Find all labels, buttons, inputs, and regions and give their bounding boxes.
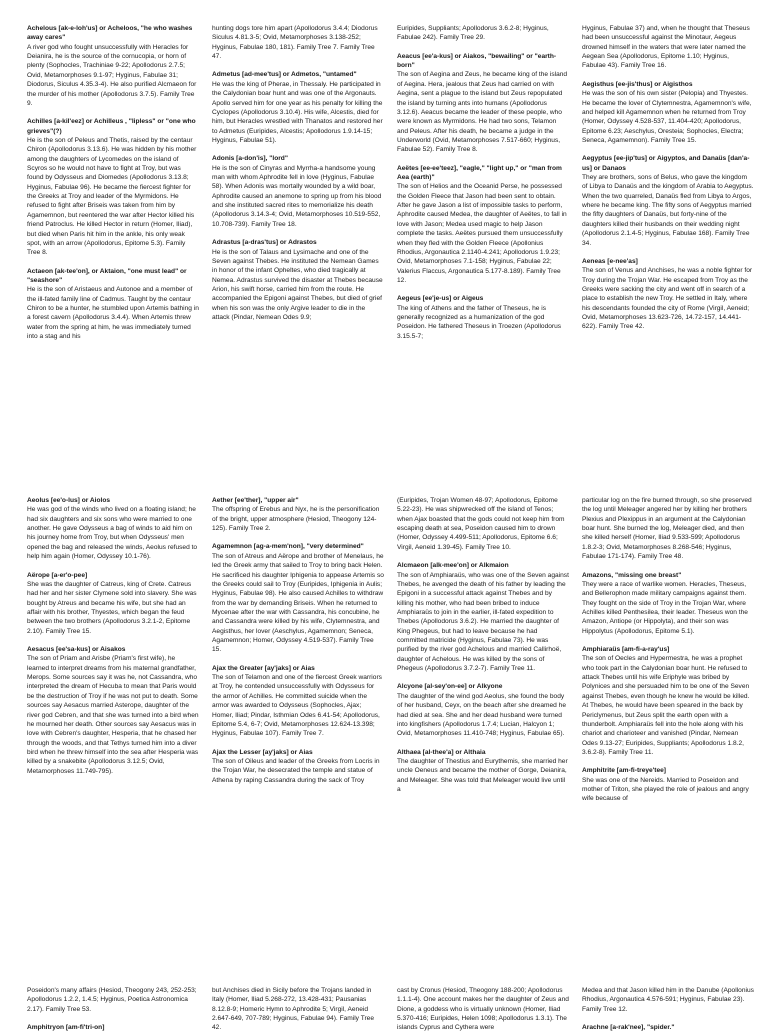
entry-admetus: [212, 70, 384, 145]
entry-heading: Amphitrite [am-fi-treye'tee]: [582, 767, 667, 775]
entry-text: A river god who fought unsuccessfully with Heracles for Deianira, he is the source of the cornucopia, or horn of plenty (Sophocles, Trachiniae 9-22; Apollodorus 2.7.5; Ovid, Metamorphoses 9.1-97; Hyginus, Fabulae 31; Diodorus, Siculus 4.35.3-4). He also purified Alcmaeon for the murder of his mother (Apollodorus 3.7.5). Family Tree 9.: [27, 43, 197, 107]
entry-text: The son of Priam and Arisbe (Priam's first wife), he learned to interpret dreams from his maternal grandfather, Merops. Some sources say it was he, not Cassandra, who interpreted the dream of Hecuba to mean that Paris would be the destruction of Troy if he was not put to death. Some sources say Aesacus married Asterope, daughter of the river god Cebren, and that she was turned into a bird when he mourned her death. Other sources say Aesacus was in love with Cebren's daughter, Hesperia, that he chased her through the woods, and that Tethys turned him into a diver bird when he threw himself into the sea after Hesperia was killed by a snakebite (Apollodorus 3.12.5; Ovid, Metamorphoses 11.749-795).: [27, 655, 199, 775]
entry-text: He was the son of his own sister (Pelopia) and Thyestes. He became the lover of Clytemnestra, Agamemnon's wife, and helped kill Agamemnon when he returned from Troy (Homer, Odyssey 4.528-537, 11.404-420; Apollodorus, Epitome 6.23; Aeschylus, Oresteia; Sophocles, Electra; Seneca, Agamemnon). Family Tree 15.: [582, 90, 752, 144]
entry-text: The daughter of the wind god Aeolus, she found the body of her husband, Ceyx, on the beach after she dreamed he had died at sea. She and her dead husband were turned into kingfishers (Apollodorus 1.7.4; Lucian, Halcyon 1; Ovid, Metamorphoses 11.410-748; Hyginus, Fabulae 65).: [397, 692, 566, 738]
entry-text: He was the king of Pherae, in Thessaly. He participated in the Calydonian boar hunt and was one of the Argonauts. Apollo served him for one year as his penalty for killing the Cyclopes (Apollodorus 3.10.4). His wife, Alcestis, died for him, but Heracles wrestled with Thanatos and restored her to Admetus (Euripides, Alcestis; Apollodorus 1.9.14-15; Hyginus, Fabulae 51).: [212, 80, 383, 144]
entry-text: He is the son of Peleus and Thetis, raised by the centaur Chiron (Apollodorus 3.13.6). He was hidden by his mother among the daughters of Lycomedes on the island of Scyros so he would not have to fight at Troy, but was found by Odysseus and Diomedes (Apollodorus 3.13.8; Hyginus, Fabulae 96). He became the fiercest fighter for the Greeks at Troy and leader of the Myrmidons. He refused to fight after Briseis was taken from him by Agamemnon, but reentered the war after Hector killed his friend Patroclus. He killed Hector in return (Homer, Iliad), but died when Paris hit him in the ankle, his only weak spot, with an arrow (Apollodorus, Epitome 5.3). Family Tree 8.: [27, 136, 197, 257]
continued-text: Hyginus, Fabulae 37) and, when he thought that Theseus had been unsuccessful against the Minotaur, Aegeus drowned himself in the waters that were later named the Aegean Sea (Apollodorus, Epitome 1.10; Hyginus, Fabulae 43). Family Tree 16.: [582, 25, 750, 70]
entry-amphiaraus: [582, 645, 754, 757]
page-section-1: [0, 24, 768, 454]
entry-aeacus: [397, 52, 569, 155]
continued-text: (Euripides, Trojan Women 48-97; Apollodorus, Epitome 5.22-23). He was shipwrecked off the island of Tenos; when Ajax boasted that the gods could not keep him from escaping death at sea, Poseidon caused him to drown (Homer, Odyssey 4.499-511; Apollodorus, Epitome 6.6; Virgil, Aeneid 1.39-45). Family Tree 10.: [397, 497, 565, 551]
entry-text: The offspring of Erebus and Nyx, he is the personification of the bright, upper atmosphere (Hesiod, Theogony 124-125). Family Tree 2.: [212, 506, 380, 533]
entry-text: He is the son of Cinyras and Myrrha-a handsome young man with whom Aphrodite fell in love (Hyginus, Fabulae 58). When Adonis was mortally wounded by a wild boar, Aphrodite caused an anemone to spring up from his blood and she instituted sacred rites to memorialize his death (Apollodorus 3.14.3-4; Ovid, Metamorphoses 10.519-552, 10.708-739). Family Tree 18.: [212, 164, 382, 228]
continued-text: cast by Cronus (Hesiod, Theogony 188-200; Apollodorus 1.1.1-4). One account makes her the daughter of Zeus and Dione, a goddess who is virtually unknown (Homer, Iliad 5.370-416; Euripides, Helen 1098; Apollodorus 1.3.1). The islands Cyprus and Cythera were: [397, 987, 569, 1032]
text-column-3: [397, 986, 569, 1032]
entry-heading: Aesacus [ee'sa-kus] or Aisakos: [27, 646, 126, 654]
entry-heading: Aeëtes [ee-ee'teez], "eagle," "light up," or "man from Aea (earth)": [397, 164, 562, 182]
entry-alcmaeon: [397, 561, 569, 673]
entry-althaea: [397, 748, 569, 795]
entry-heading: Aegeus [ee'je-us] or Aigeus: [397, 295, 484, 303]
entry-text: The king of Athens and the father of Theseus, he is generally recognized as a humanization of the god Poseidon. He fathered Theseus in Troezen (Apollodorus 3.15.5-7;: [397, 304, 562, 340]
entry-actaeon: [27, 267, 199, 342]
continued-text: Poseidon's many affairs (Hesiod, Theogony 243, 252-253; Apollodorus 1.2.2, 1.4.5; Hyginus, Poetica Astronomica 2.17). Family Tree 53.: [27, 987, 197, 1013]
entry-heading: Arachne [a-rak'nee], "spider.": [582, 1024, 675, 1032]
entry-text: The son of Helios and the Oceanid Perse, he possessed the Golden Fleece that Jason had been sent to obtain. After he gave Jason a list of impossible tasks to perform, Aphrodite caused Medea, the daughter of Aeëtes, to fall in love with Jason; Medea used magic to help Jason complete the tasks. Aeëtes pursued them unsuccessfully when they fled with the Golden Fleece (Apollonius Rhodius, Argonautica 2.1140-4.241; Apollodorus 1.9.23; Ovid, Metamorphoses 7.1-158; Hyginus, Fabulae 22; Valerius Flaccus, Argonautica 5.177-8.189). Family Tree 12.: [397, 183, 567, 284]
continued-text: Medea and that Jason killed him in the Danube (Apollonius Rhodius, Argonautica 4.576-591; Hyginus, Fabulae 23). Family Tree 12.: [582, 987, 754, 1013]
entry-heading: Actaeon [ak-tee'on], or Aktaion, "one must lead" or "seashore": [27, 267, 187, 284]
entry-amphitryon: [27, 1023, 199, 1032]
entry-ajax-lesser: [212, 748, 384, 785]
entry-heading: Amphiaraüs [am-fi-a-ray'us]: [582, 646, 670, 654]
entry-text: The son of Atreus and Aërope and brother of Menelaus, he led the Greek army that sailed to Troy to bring back Helen. He sacrificed his daughter Iphigenia to appease Artemis so the Greeks could sail to Troy (Euripides, Iphigenia in Aulis; Hyginus, Fabulae 98). He also caused Achilles to withdraw from the war by demanding Briseis. When he returned to Mycenae after the war with Cassandra, his concubine, he and Cassandra were killed by his wife, Clytemnestra, and Aegisthus, her lover (Aeschylus, Agamemnon; Seneca, Agamemnon; Homer, Odyssey 4.519-537). Family Tree 15.: [212, 552, 384, 654]
entry-aeneas: [582, 257, 754, 332]
entry-aegeus: [397, 294, 569, 341]
entry-text: She was the daughter of Catreus, king of Crete. Catreus had her and her sister Clymene sold into slavery. She was bought by Atreus and became his wife, but she had an affair with his brother, Thyestes, which began the feud between the two brothers (Apollodorus 3.2.1-2, Epitome 2.10). Family Tree 15.: [27, 580, 197, 635]
entry-heading: Alcmaeon [alk-mee'on] or Alkmaion: [397, 562, 509, 570]
text-column-2: [212, 496, 384, 956]
entry-text: They were a race of warlike women. Heracles, Theseus, and Bellerophon made military campaigns against them. They fought on the side of Troy in the Trojan War, where Achilles killed Penthesilea, their leader. Theseus won the Amazon, Antiope (or Hippolyta), and their son was Hippolytus (Apollodorus, Epitome 5.1).: [582, 580, 748, 635]
entry-heading: Aeneas [e-nee'as]: [582, 257, 638, 265]
text-column-2: [212, 986, 384, 1032]
entry-text: She was one of the Nereids. Married to Poseidon and mother of Triton, she played the role of jealous and angry wife because of: [582, 776, 749, 803]
entry-aegisthus: [582, 80, 754, 146]
continued-text: Euripides, Suppliants; Apollodorus 3.6.2-8; Hyginus, Fabulae 242). Family Tree 29.: [397, 25, 549, 42]
entry-text: He is the son of Aristaeus and Autonoe and a member of the ill-fated family line of Cadmus. Taught by the centaur Chiron to be a hunter, he stumbled upon Artemis bathing in a forest cavern (Apollodorus 3.4.4). When Artemis threw water from the spring at him, he was immediately turned into a stag and his: [27, 286, 199, 341]
entry-heading: Aegyptus [ee-jip'tus] or Aigyptos, and Danaüs [dan'a-us] or Danaos: [582, 155, 750, 172]
entry-heading: Ajax the Greater [ay'jaks] or Aias: [212, 664, 315, 672]
text-column-1: [27, 24, 199, 454]
entry-aether: [212, 496, 384, 533]
text-column-4: [582, 496, 754, 956]
entry-achilles: [27, 117, 199, 257]
continued-text: particular log on the fire burned through, so she preserved the log until Meleager angered her by killing her brothers Plexius and Plexippus in an argument at the Calydonian boar hunt. She burned the log, Meleager died, and then she killed herself (Homer, Iliad 9.533-599; Apollodorus 1.8.2-3; Ovid, Metamorphoses 8.268-546; Hyginus, Fabulae 171-174). Family Tree 48.: [582, 497, 752, 561]
entry-heading: Achilles [a-kil'eez] or Achilleus , "lipless" or "one who grieves"(?): [27, 118, 196, 135]
text-column-3: [397, 24, 569, 454]
entry-text: The daughter of Thestius and Eurythemis, she married her uncle Oeneus and became the mother of Gorge, Deianira, and Meleager. She was told that Meleager would live until a: [397, 757, 568, 794]
entry-arachne: [582, 1023, 754, 1032]
continued-text: but Anchises died in Sicily before the Trojans landed in Italy (Homer, Iliad 5.268-272, 13.428-431; Pausanias 8.12.8-9; Homeric Hymn to Aphrodite 5; Virgil, Aeneid 2.647-649, 707-789; Hyginus, Fabulae 94). Family Tree 42.: [212, 987, 375, 1032]
entry-heading: Achelous [ak-e-loh'us] or Acheloos, "he who washes away cares": [27, 25, 193, 42]
entry-amphitrite: [582, 766, 754, 803]
entry-aeetes: [397, 164, 569, 286]
entry-aeolus: [27, 496, 199, 562]
entry-heading: Alcyone [al-sey'on-ee] or Alkyone: [397, 683, 503, 691]
entry-ajax-greater: [212, 664, 384, 739]
entry-amazons: [582, 571, 754, 637]
text-column-4: [582, 986, 754, 1032]
entry-aesacus: [27, 645, 199, 776]
entry-heading: Adonis [a-don'is], "lord": [212, 155, 288, 163]
entry-heading: Aërope [a-er'o-pee]: [27, 571, 88, 579]
entry-heading: Aether [ee'ther], "upper air": [212, 497, 299, 504]
entry-heading: Admetus [ad-mee'tus] or Admetos, "untamed": [212, 71, 357, 79]
entry-text: He was god of the winds who lived on a floating island; he had six daughters and six sons who were married to one another. He gave Odysseus a bag of winds to aid him on his journey home from Troy, but when Odysseus' men opened the bag and released the winds, Aeolus refused to help him again (Homer, Odyssey 10.1-76).: [27, 506, 198, 561]
entry-aegyptus: [582, 154, 754, 248]
continued-text: hunting dogs tore him apart (Apollodorus 3.4.4; Diodorus Siculus 4.81.3-5; Ovid, Metamorphoses 3.138-252; Hyginus, Fabulae 180, 181). Family Tree 7. Family Tree 47.: [212, 25, 378, 61]
entry-heading: Amphitryon [am-fi'tri-on]: [27, 1024, 105, 1032]
text-column-3: [397, 496, 569, 956]
entry-text: The son of Oileus and leader of the Greeks from Locris in the Trojan War, he desecrated the temple and statue of Athena by raping Cassandra during the sack of Troy: [212, 757, 380, 784]
entry-text: The son of Amphiaraüs, who was one of the Seven against Thebes, he avenged the death of his father by leading the Epigoni in a successful attack against Thebes and by killing his mother, who had been bribed to induce Amphiaraüs to join in the earlier, ill-fated expedition to Thebes (Apollodorus 3.6.2). He married the daughter of King Phegeus, but had to leave because he had committed matricide (Hyginus, Fabulae 73). He was purified by the river god Achelous and married Callirhoë, daughter of Achelous. He was killed by the sons of Phegeus (Apollodorus 3.7.2-7). Family Tree 11.: [397, 571, 569, 673]
entry-text: He is the son of Talaus and Lysimache and one of the Seven against Thebes. He instituted the Nemean Games in honor of the infant Opheltes, who died tragically at Nemea. Adrastus survived the disaster at Thebes because Arion, his swift horse, carried him from the route. He accompanied the Epigoni against Thebes, but died of grief when his son was the only Argive leader to die in the attack (Pindar, Nemean Odes 9.9;: [212, 248, 383, 322]
entry-agamemnon: [212, 542, 384, 654]
text-column-1: [27, 986, 199, 1032]
entry-heading: Aegisthus [ee-jis'thus] or Aigisthos: [582, 80, 693, 88]
entry-text: The son of Oecles and Hypermestra, he was a prophet who took part in the Calydonian boar hunt. He refused to attack Thebes until his wife Eriphyle was bribed by Polynices and she persuaded him to be one of the Seven against Thebes, even though he knew he would be killed. At Thebes, he would have been speared in the back by Periclymenus, but Zeus split the earth open with a thunderbolt. Amphiaraüs fell into the hole along with his chariot and charioteer and vanished (Pindar, Nemean Odes 9.13-27; Euripides, Suppliants; Apollodorus 1.8.2, 3.6.2-8). Family Tree 11.: [582, 655, 750, 756]
entry-text: The son of Telamon and one of the fiercest Greek warriors at Troy, he contended unsuccessfully with Odysseus for the armor of Achilles. He committed suicide when the armor was awarded to Odysseus (Sophocles, Ajax; Homer, Iliad; Pindar, Isthmian Odes 6.41-54; Apollodorus, Epitome 5.4, 6-7; Ovid, Metamorphoses 12.624-13.398; Hyginus, Fabulae 107). Family Tree 7.: [212, 674, 382, 738]
entry-aerope: [27, 571, 199, 637]
page-section-2: [0, 496, 768, 956]
text-column-1: [27, 496, 199, 956]
entry-adrastus: [212, 238, 384, 322]
entry-heading: Amazons, "missing one breast": [582, 571, 682, 579]
entry-text: The son of Venus and Anchises, he was a noble fighter for Troy during the Trojan War. He escaped from Troy as the Greeks were sacking the city and went off in search of a place to establish the new Troy. He settled in Italy, where his descendants founded the city of Rome (Virgil, Aeneid; Ovid, Metamorphoses 13.623-726, 14.72-157, 14.441-622). Family Tree 42.: [582, 267, 753, 331]
entry-achelous: [27, 24, 199, 108]
entry-heading: Adrastus [a-dras'tus] or Adrastos: [212, 239, 317, 247]
page-section-3: [0, 986, 768, 1032]
entry-heading: Aeacus [ee'a-kus] or Aiakos, "bewailing" or "earth-born": [397, 52, 557, 70]
entry-adonis: [212, 154, 384, 229]
entry-heading: Agamemnon [ag-a-mem'non], "very determined": [212, 543, 364, 551]
entry-heading: Althaea [al-thee'a] or Althaia: [397, 748, 486, 756]
text-column-2: [212, 24, 384, 454]
text-column-4: [582, 24, 754, 454]
entry-heading: Ajax the Lesser [ay'jaks] or Aias: [212, 748, 313, 756]
entry-text: The son of Aegina and Zeus, he became king of the island of Aegina. Hera, jealous that Zeus had carried on with Aegina, sent a plague to the island but Zeus repopulated the island by turning ants into humans (Apollodorus 3.12.6). Aeacus became the leader of these people, who were known as Myrmidons. He had two sons, Telamon and Peleus. After his death, he became a judge in the Underworld (Ovid, Metamorphoses 7.517-660; Hyginus, Fabulae 52). Family Tree 8.: [397, 71, 568, 154]
entry-text: They are brothers, sons of Belus, who gave the kingdom of Libya to Danaüs and the kingdom of Arabia to Aegyptus. When the two quarreled, Danaüs fled from Libya to Argos, where he became king. The fifty sons of Aegyptus married the fifty daughters of Danaüs, but forty-nine of the daughters killed their husbands on their wedding night (Apollodorus 2.1.4-5; Hyginus, Fabulae 168). Family Tree 34.: [582, 174, 754, 247]
entry-heading: Aeolus [ee'o-lus] or Aiolos: [27, 497, 111, 504]
entry-alcyone: [397, 682, 569, 738]
